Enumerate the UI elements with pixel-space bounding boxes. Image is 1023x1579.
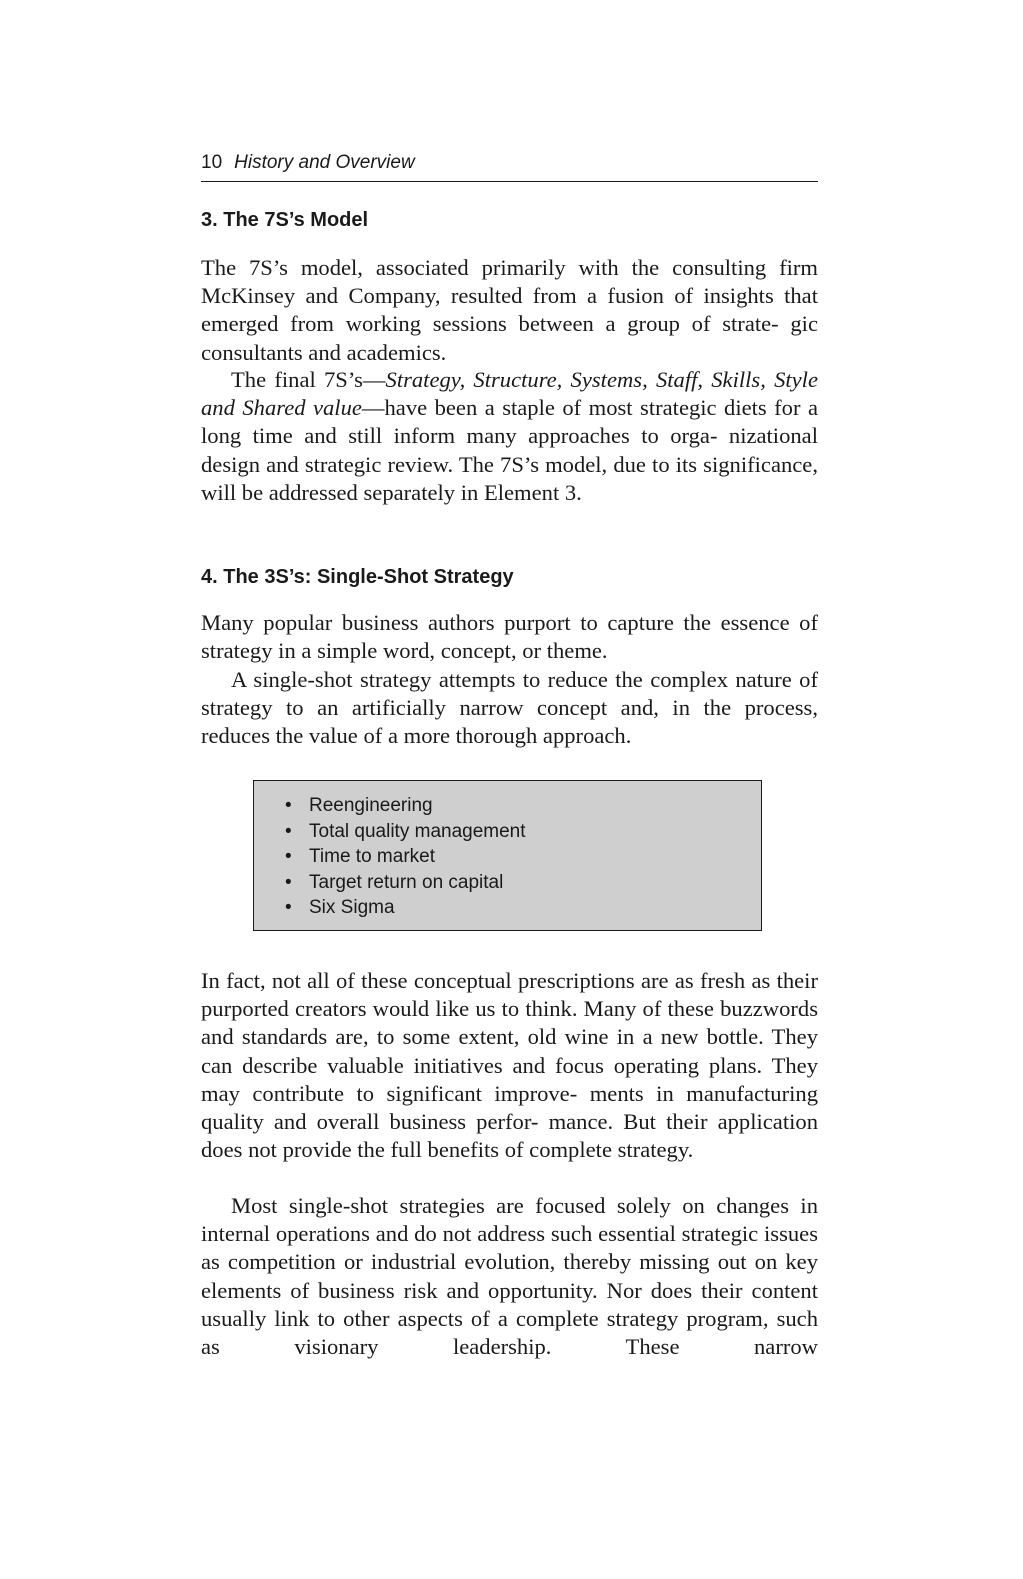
list-item <box>285 819 761 845</box>
strategy-buzzword-list <box>254 781 761 921</box>
list-item-label: Six Sigma <box>309 897 395 919</box>
single-shot-strategies-box <box>253 780 762 931</box>
bullet-icon: • <box>285 795 292 816</box>
section4-paragraph-1: Many popular business authors purport to capture the essence of strategy in a simple word, concept, or theme. <box>201 610 818 664</box>
section3-paragraph-2 <box>201 366 818 507</box>
bullet-icon: • <box>285 820 292 842</box>
continuation-paragraph-2: Most single-shot strategies are focused solely on changes in internal operations and do not address such essential strategic issues as competition or industrial evolution, thereby missing out on key elements of business risk and opportunity. Nor does their content usually link to other aspects of a complete strategy program, such as visionary leadership. These narrow <box>201 1193 818 1360</box>
chapter-title: History and Overview <box>234 152 415 173</box>
section3-paragraph-1: The 7S’s model, associated primarily with the consulting firm McKinsey and Company, resulted from a fusion of insights that emerged from working sessions between a group of strate- gic consultants and academics. <box>201 255 818 365</box>
list-item-label: Total quality management <box>309 820 526 842</box>
section-heading-single-shot-strategy: 4. The 3S’s: Single-Shot Strategy <box>201 566 514 588</box>
running-head <box>201 151 818 182</box>
list-item <box>285 793 761 819</box>
bullet-icon: • <box>285 846 292 868</box>
section3-paragraph-2-rest: —have been a staple of most strategic diets for a long time and still inform many approaches to orga- nizational design and strategic review. The 7S’s model, due to its significance, will be addressed separately in Element 3. <box>201 395 818 505</box>
page-number: 10 <box>201 152 223 173</box>
bullet-icon: • <box>285 897 292 919</box>
list-item <box>285 870 761 896</box>
continuation-paragraph-1: In fact, not all of these conceptual prescriptions are as fresh as their purported creators would like us to think. Many of these buzzwords and standards are, to some extent, old wine in a new bottle. They can describe valuable initiatives and focus operating plans. They may contribute to significant improve- ments in manufacturing quality and overall business perfor- mance. But their application does not provide the full benefits of complete strategy. <box>201 968 818 1163</box>
section4-paragraph-2: A single-shot strategy attempts to reduce the complex nature of strategy to an artificially narrow concept and, in the process, reduces the value of a more thorough approach. <box>201 667 818 749</box>
list-item <box>285 895 761 921</box>
list-item <box>285 844 761 870</box>
list-item-label: Target return on capital <box>309 871 504 893</box>
section-heading-7s-model: 3. The 7S’s Model <box>201 209 369 231</box>
list-item-label: Time to market <box>309 846 435 868</box>
list-item-label: Reengineering <box>309 795 433 816</box>
seven-s-list-italic: Strategy, Structure, Systems, Staff, Skills, Style and Shared value <box>201 367 818 421</box>
section3-paragraph-2-lead: The final 7S’s— <box>231 367 386 392</box>
bullet-icon: • <box>285 871 292 893</box>
